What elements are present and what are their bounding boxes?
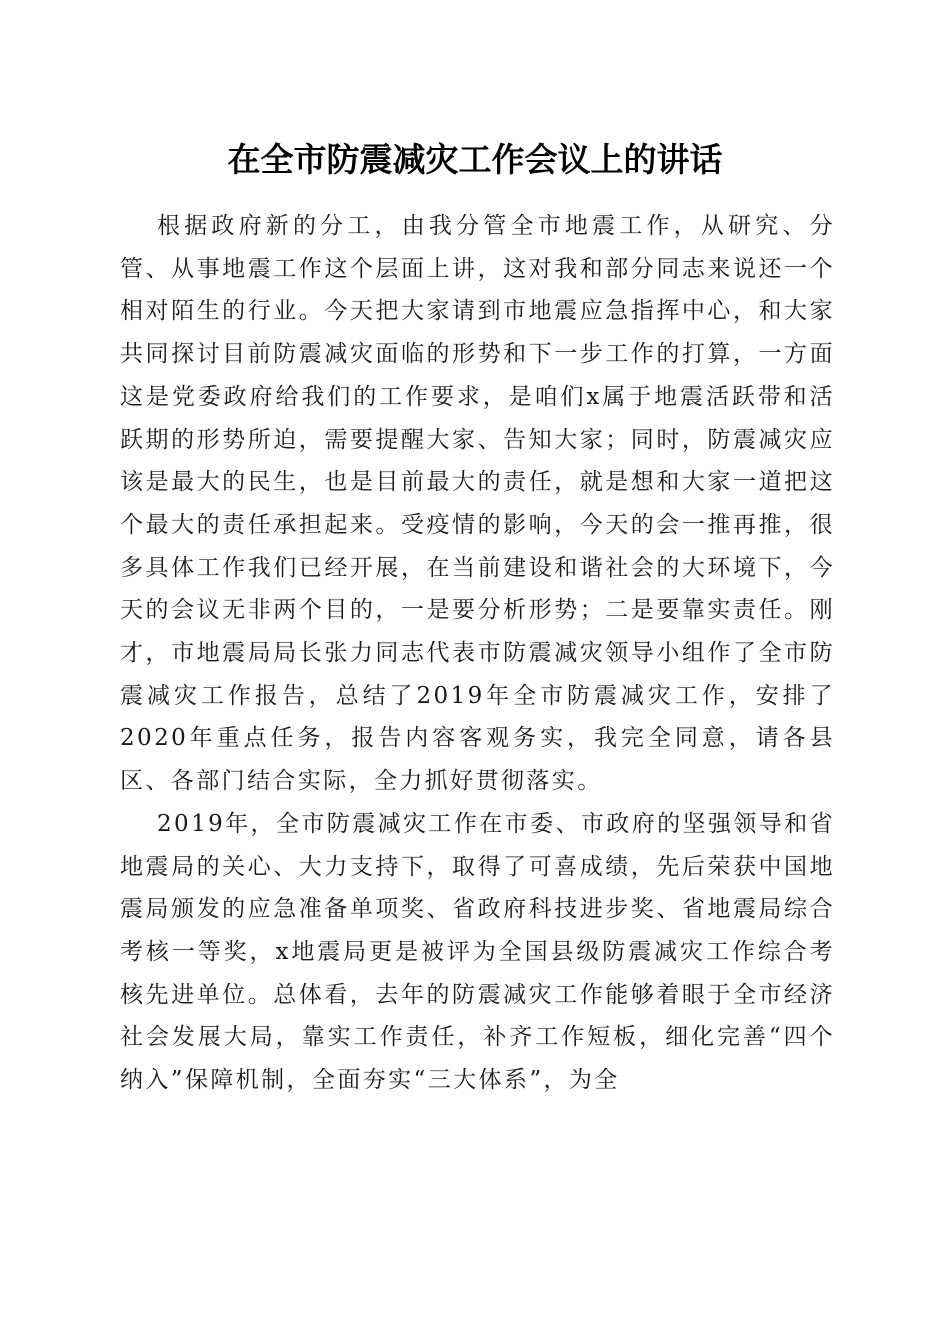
paragraph-1: 根据政府新的分工，由我分管全市地震工作，从研究、分管、从事地震工作这个层面上讲，这对我和部分同志来说还一个相对陌生的行业。今天把大家请到市地震应急指挥中心，和大家共同探讨目前防震减灾面临的形势和下一步工作的打算，一方面这是党委政府给我们的工作要求，是咱们x属于地震活跃带和活跃期的形势所迫，需要提醒大家、告知大家；同时，防震减灾应该是最大的民生，也是目前最大的责任，就是想和大家一道把这个最大的责任承担起来。受疫情的影响，今天的会一推再推，很多具体工作我们已经开展，在当前建设和谐社会的大环境下，今天的会议无非两个目的，一是要分析形势；二是要靠实责任。刚才，市地震局局长张力同志代表市防震减灾领导小组作了全市防震减灾工作报告，总结了2019年全市防震减灾工作，安排了2020年重点任务，报告内容客观务实，我完全同意，请各县区、各部门结合实际，全力抓好贯彻落实。: [120, 213, 835, 795]
document-body: [120, 205, 835, 1102]
paragraph-2: 2019年，全市防震减灾工作在市委、市政府的坚强领导和省地震局的关心、大力支持下，取得了可喜成绩，先后荣获中国地震局颁发的应急准备单项奖、省政府科技进步奖、省地震局综合考核一等奖，x地震局更是被评为全国县级防震减灾工作综合考核先进单位。总体看，去年的防震减灾工作能够着眼于全市经济社会发展大局，靠实工作责任，补齐工作短板，细化完善“四个纳入”保障机制，全面夯实“三大体系”，为全: [120, 810, 835, 1094]
document-title: 在全市防震减灾工作会议上的讲话: [227, 140, 723, 179]
